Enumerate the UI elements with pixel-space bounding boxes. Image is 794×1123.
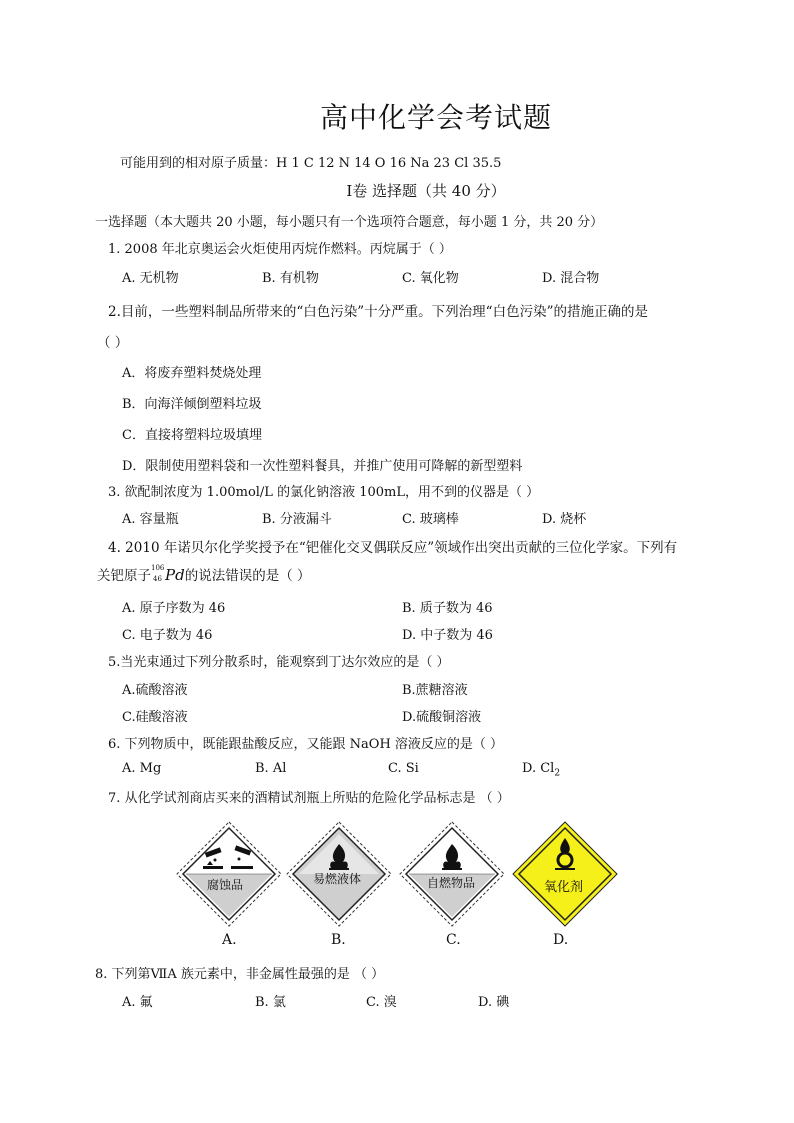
q3-option-d: D. 烧杯 <box>542 512 587 527</box>
q3-option-a: A. 容量瓶 <box>122 512 179 527</box>
sign-b-text: 易燃液体 <box>313 872 362 886</box>
q3-stem: 3. 欲配制浓度为 1.00mol/L 的氯化钠溶液 100mL，用不到的仪器是（ ） <box>108 485 540 500</box>
q1-option-c: C. 氧化物 <box>402 271 459 286</box>
q2-option-c: C．直接将塑料垃圾填埋 <box>122 428 262 443</box>
q2-stem: 2.目前，一些塑料制品所带来的“白色污染”十分严重。下列治理“白色污染”的措施正确的是 <box>108 304 648 320</box>
sign-c-text: 自燃物品 <box>427 876 476 890</box>
section-heading: Ⅰ卷 选择题（共 40 分） <box>346 182 506 200</box>
sign-d-label: D. <box>553 932 569 948</box>
q2-stem-cont: （ ） <box>97 335 129 351</box>
mass-number: 106 <box>151 564 165 572</box>
q6-option-b: B. Al <box>255 761 287 776</box>
q4-option-b: B. 质子数为 46 <box>402 601 493 616</box>
q3-option-b: B. 分液漏斗 <box>262 512 332 527</box>
page-title: 高中化学会考试题 <box>319 101 552 134</box>
q6-option-d-subscript: 2 <box>554 768 561 779</box>
q6-option-a: A. Mg <box>122 761 162 776</box>
sign-a-label: A. <box>222 932 237 948</box>
hazard-sign-oxidizer <box>511 820 619 928</box>
atomic-number: 46 <box>153 575 162 583</box>
q5-option-c: C.硅酸溶液 <box>122 710 188 725</box>
q1-option-b: B. 有机物 <box>262 271 319 286</box>
sign-c-label: C. <box>446 932 461 948</box>
q1-stem: 1. 2008 年北京奥运会火炬使用丙烷作燃料。丙烷属于（ ） <box>108 242 452 257</box>
q6-option-d-text: D. Cl <box>522 761 555 776</box>
q6-stem: 6. 下列物质中，既能跟盐酸反应，又能跟 NaOH 溶液反应的是（ ） <box>108 737 504 752</box>
q5-stem: 5.当光束通过下列分散系时，能观察到丁达尔效应的是（ ） <box>108 655 450 670</box>
q4-stem-pre: 关钯原子 <box>97 568 151 584</box>
q3-option-c: C. 玻璃棒 <box>402 512 459 527</box>
q4-option-c: C. 电子数为 46 <box>122 628 213 643</box>
q6-option-d <box>522 761 560 779</box>
sign-b-label: B. <box>331 932 346 948</box>
element-symbol: Pd <box>165 566 185 584</box>
q2-option-a: A．将废弃塑料焚烧处理 <box>122 366 262 381</box>
q1-option-a: A. 无机物 <box>122 271 179 286</box>
atomic-mass-line: 可能用到的相对原子质量：H 1 C 12 N 14 O 16 Na 23 Cl 35.5 <box>120 156 502 171</box>
q4-option-d: D. 中子数为 46 <box>402 628 493 643</box>
q8-stem: 8. 下列第ⅦA 族元素中，非金属性最强的是 （ ） <box>95 967 385 982</box>
q4-stem-post: 的说法错误的是（ ） <box>184 568 311 584</box>
q8-option-d: D. 碘 <box>478 995 510 1010</box>
q1-option-d: D. 混合物 <box>542 271 600 286</box>
q5-option-b: B.蔗糖溶液 <box>402 683 468 698</box>
q5-option-a: A.硫酸溶液 <box>122 683 188 698</box>
sign-a-text: 腐蚀品 <box>207 878 244 892</box>
q4-stem: 4. 2010 年诺贝尔化学奖授予在“钯催化交叉偶联反应”领域作出突出贡献的三位化学家。下列有 <box>108 540 678 556</box>
q2-option-b: B．向海洋倾倒塑料垃圾 <box>122 397 262 412</box>
q8-option-c: C. 溴 <box>366 995 397 1010</box>
q8-option-b: B. 氯 <box>255 995 286 1010</box>
hazard-sign-corrosive <box>175 820 283 928</box>
nuclide-notation <box>151 566 165 584</box>
part-intro: 一选择题（本大题共 20 小题，每小题只有一个选项符合题意，每小题 1 分，共 20 分） <box>95 215 604 230</box>
q4-stem-line2 <box>97 564 311 584</box>
oxidizer-sign-graphic <box>511 820 619 928</box>
q2-option-d: D．限制使用塑料袋和一次性塑料餐具，并推广使用可降解的新型塑料 <box>122 459 523 474</box>
corrosive-sign-graphic <box>175 820 283 928</box>
q8-option-a: A. 氟 <box>122 995 153 1010</box>
q6-option-c: C. Si <box>388 761 419 776</box>
sign-d-text: 氧化剂 <box>544 880 584 895</box>
q4-option-a: A. 原子序数为 46 <box>122 601 226 616</box>
q7-stem: 7. 从化学试剂商店买来的酒精试剂瓶上所贴的危险化学品标志是 （ ） <box>108 791 510 806</box>
q5-option-d: D.硫酸铜溶液 <box>402 710 482 725</box>
